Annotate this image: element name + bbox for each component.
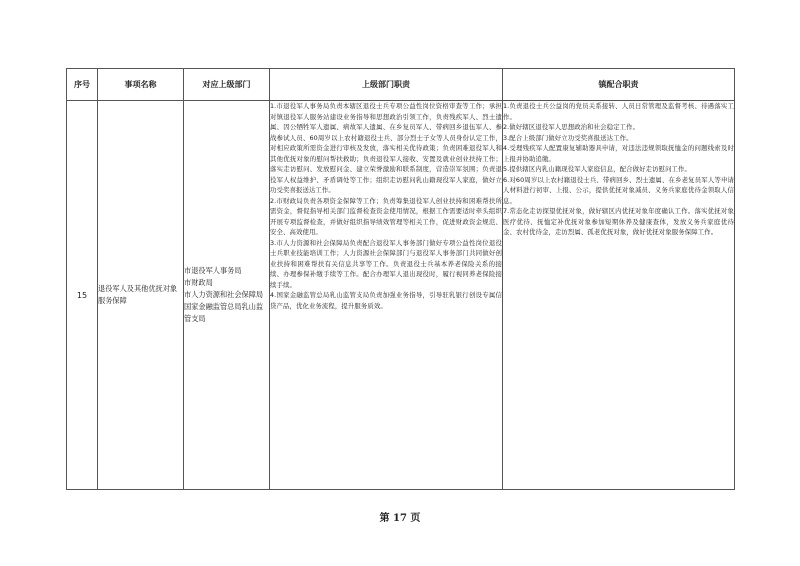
department-name: 市退役军人事务局 (184, 266, 242, 275)
town-duty-paragraph: 3.配合上级部门做好立功受奖喜报送达工作。 (503, 133, 633, 142)
department-name: 国家金融监管总局乳山监管支局 (184, 302, 264, 323)
upper-duty-paragraph: 4.国家金融监管总局乳山监管支局负责加强业务指导，引导驻乳银行创设专属信贷产品，优化业务流程，提升服务质效。 (270, 291, 502, 310)
town-duty-paragraph: 6.对60周岁以上农村籍退役士兵、带病回乡、烈士遗属、在乡老复员军人等申请人材料进行初审、上报、公示，提供优抚对象减员、义务兵家庭优待金领取人信息。 (503, 175, 734, 205)
upper-duty-paragraph: 1.市退役军人事务局负责本辖区退役士兵专项公益性岗位资格审查等工作；承担对镇退役军人服务站建设业务指导和思想政治引领工作，负责残疾军人、烈士遗属、因公牺牲军人遗属、病故军人遗属、在乡复员军人、带病回乡退伍军人、参战参试人员、60周岁以上农村籍退役士兵、部分烈士子女等人员身份认定工作，对相应政策所需资金进行审核及发放，落实相关优待政策；负责困难退役军人和其他优抚对象的慰问帮扶救助；负责退役军人接收、安置及就业创业扶持工作；落实走访慰问、发放慰问金、建立荣誉激励和联系制度，营造崇军氛围；负责退役军人权益维护、矛盾调处等工作；组织走访慰问乳山籍现役军人家庭，做好立功受奖喜报送达工作。 (270, 102, 502, 194)
cell-upper-departments (184, 101, 270, 490)
cell-town-duties (503, 101, 735, 490)
header-item-name: 事项名称 (98, 69, 184, 101)
table-header-row (67, 69, 735, 101)
header-town-duties: 镇配合职责 (503, 69, 735, 101)
upper-duty-paragraph: 2.市财政局负责各项资金保障等工作；负责筹集退役军人创业扶持和困难帮扶所需资金，督促指导相关部门监督检查资金使用情况，根据工作需要适时牵头组织开展专项监督检查，并做好组织指导绩效管理等相关工作，促进财政资金规范、安全、高效使用。 (270, 196, 502, 236)
town-duty-paragraph: 5.提供辖区内乳山籍现役军人家庭信息，配合做好走访慰问工作。 (503, 165, 692, 173)
town-duty-paragraph: 4.受理残疾军人配置康复辅助器具申请，对违法违规领取抚恤金的问题线索及时上报并协助追缴。 (503, 144, 734, 163)
header-serial-number: 序号 (67, 69, 98, 101)
town-duty-paragraph: 1.负责退役士兵公益岗的党员关系接转、人员日常管理及监督考核、待遇落实工作。 (503, 102, 734, 121)
cell-item-name: 退役军人及其他优抚对象服务保障 (98, 101, 184, 490)
cell-serial-number: 15 (67, 101, 98, 490)
department-name: 市人力资源和社会保障局 (184, 290, 264, 299)
town-duty-paragraph: 2.做好辖区退役军人思想政治和社会稳定工作。 (503, 123, 640, 131)
cell-upper-duties (270, 101, 503, 490)
responsibility-table (66, 68, 735, 490)
table-row (67, 101, 735, 490)
header-upper-department: 对应上级部门 (184, 69, 270, 101)
header-upper-duties: 上级部门职责 (270, 69, 503, 101)
department-name: 市财政局 (184, 278, 213, 287)
page-number: 第 17 页 (379, 513, 421, 524)
upper-duty-paragraph: 3.市人力资源和社会保障局负责配合退役军人事务部门做好专项公益性岗位退役士兵职业技能培训工作；人力资源社会保障部门与退役军人事务部门共同做好创业扶持和困难帮扶有关信息共享等工作。负责退役士兵基本养老保险关系的接续、办理参保补缴手续等工作。配合办理军人退出现役时，履行视同养老保险接续手续。 (270, 238, 502, 289)
town-duty-paragraph: 7.常态化走访探望优抚对象，做好辖区内优抚对象年度确认工作。落实优抚对象医疗优待、抚恤定补优抚对象参加短期休养及健康查体，发放义务兵家庭优待金、农村优待金，走访烈属、孤老优抚对象，做好优抚对象服务保障工作。 (503, 207, 734, 236)
